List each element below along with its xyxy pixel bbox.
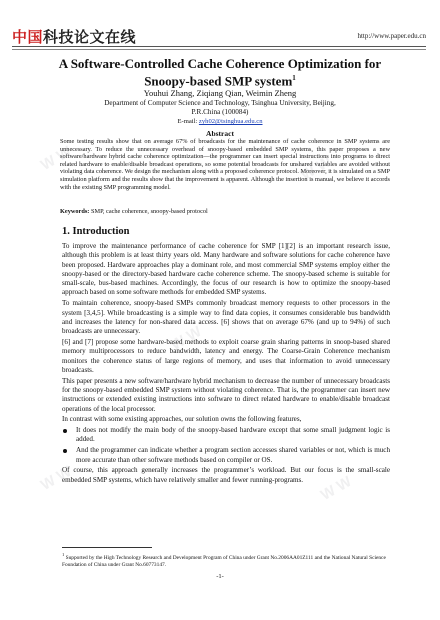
footnote-mark: 1 — [62, 552, 65, 557]
section-heading: 1. Introduction — [62, 226, 130, 237]
logo-part-2: 科技论文在线 — [43, 29, 137, 46]
footnote-rule — [62, 547, 152, 548]
bullet-text-1: It does not modify the main body of the snoopy-based hardware except that some small judgment logic is added. — [76, 426, 390, 444]
abstract-heading: Abstract — [206, 129, 234, 138]
title-line-1: A Software-Controlled Cache Coherence Optimization for — [58, 56, 382, 71]
page-header — [12, 26, 426, 48]
watermark: W W — [37, 143, 75, 174]
watermark: W W — [167, 323, 205, 354]
author-list: Youhui Zhang, Ziqiang Qian, Weimin Zheng — [143, 88, 297, 98]
paragraph-3: [6] and [7] propose some hardware-based methods to exploit coarse grain sharing patterns in snoop-based shared memory multiprocessors to reduce bandwidth, latency and energy. The Coarse-Grain Coherence mechanism monitors the coherence status of large regions of memory, and uses that information to avoid unnecessary broadcasts. — [62, 337, 390, 374]
site-url[interactable]: http://www.paper.edu.cn — [357, 32, 426, 40]
bullet-item — [62, 446, 390, 465]
paper-title — [40, 56, 400, 88]
email-label: E-mail: — [177, 118, 199, 125]
footnote-text: Supported by the High Technology Research and Development Program of China under Grant No.2006AA01Z111 and the National Natural Science Foundation of China under Grant No.60773147. — [62, 554, 386, 568]
closing-paragraph: Of course, this approach generally increases the programmer’s workload. But our focus is the small-scale embedded SMP systems, which have relatively smaller and fewer running-programs. — [62, 466, 390, 484]
affiliation-line-1: Department of Computer Science and Technology, Tsinghua University, Beijing, — [104, 99, 336, 107]
logo-part-1: 中国 — [12, 29, 44, 46]
bullet-text-2: And the programmer can indicate whether a program section accesses shared variables or not, which is much more accurate than other software methods based on compiler or OS. — [76, 446, 390, 464]
footnote — [62, 551, 390, 569]
paragraph-5: In contrast with some existing approaches, our solution owns the following features, — [62, 415, 302, 424]
email-line — [40, 118, 400, 125]
keywords-label: Keywords: — [60, 208, 90, 215]
site-logo — [12, 26, 136, 47]
header-rule-thin — [12, 49, 426, 50]
watermark: W W — [317, 473, 355, 504]
bullet-dot — [63, 449, 67, 453]
page-number: -1- — [216, 573, 224, 580]
paragraph-2: To maintain coherence, snoopy-based SMPs commonly broadcast memory requests to other processors in the system [3,4,5]. While broadcasting is a simple way to find data copies, it consumes considerable bus bandwidth and increases the latency for non-shared data access. [6] shows that on average 67% (and up to 94%) of such broadcasts are unnecessary. — [62, 299, 390, 336]
affiliation — [40, 99, 400, 117]
email-link[interactable]: zyh02@tsinghua.edu.cn — [198, 118, 263, 125]
affiliation-line-2: P.R.China (100084) — [191, 108, 249, 116]
keywords-list: SMP, cache coherence, snoopy-based protocol — [89, 208, 208, 215]
keywords — [60, 208, 390, 215]
abstract-text: Some testing results show that on average 67% of broadcasts for the maintenance of cache coherence in SMP systems are unnecessary. To reduce the unnecessary overhead of snoopy-based embedded SMP systems, this paper proposes a new software/hardware hybrid cache coherence optimization—the programmer can insert special instructions into programs to direct related hardware to enable/disable broadcast operations, so some potential broadcasts for unshared variables are avoided without violating data coherence. We design the mechanism along with a proposed coherence protocol. Moreover, it is simulated on a SMP simulation platform and the results show that the improvement is apparent. Although the insertion is manual, we believe it accords with the existing SMP programming model. — [60, 138, 390, 191]
paragraph-4: This paper presents a new software/hardware hybrid mechanism to decrease the number of unnecessary broadcasts for the snoopy-based embedded SMP system without violating coherence. That is, the programmer can insert new instructions or extended existing instructions into software to direct related hardware to enable/disable broadcast operations of the local processor. — [62, 376, 390, 413]
header-rule — [12, 46, 426, 47]
title-line-2: Snoopy-based SMP system — [144, 73, 293, 89]
bullet-dot — [63, 429, 67, 433]
watermark: W W — [37, 463, 75, 494]
bullet-item — [62, 426, 390, 445]
paragraph-1: To improve the maintenance performance of cache coherence for SMP [1][2] is an important research issue, although this problem is at least thirty years old. Many hardware and software solutions for cache coherence have been proposed. Hardware approaches play a dominant role, and most commercial SMP systems employ either the snoopy-based or the directory-based hardware cache coherence scheme. The snoopy-based scheme is suitable for small-scale, bus-based machines. Accordingly, the focus of our research is how to optimize the snoopy-based approach based on some software methods for embedded SMP systems. — [62, 242, 390, 297]
section-body — [62, 242, 390, 486]
watermark: W W — [297, 153, 335, 184]
title-footnote-mark: 1 — [292, 74, 296, 82]
